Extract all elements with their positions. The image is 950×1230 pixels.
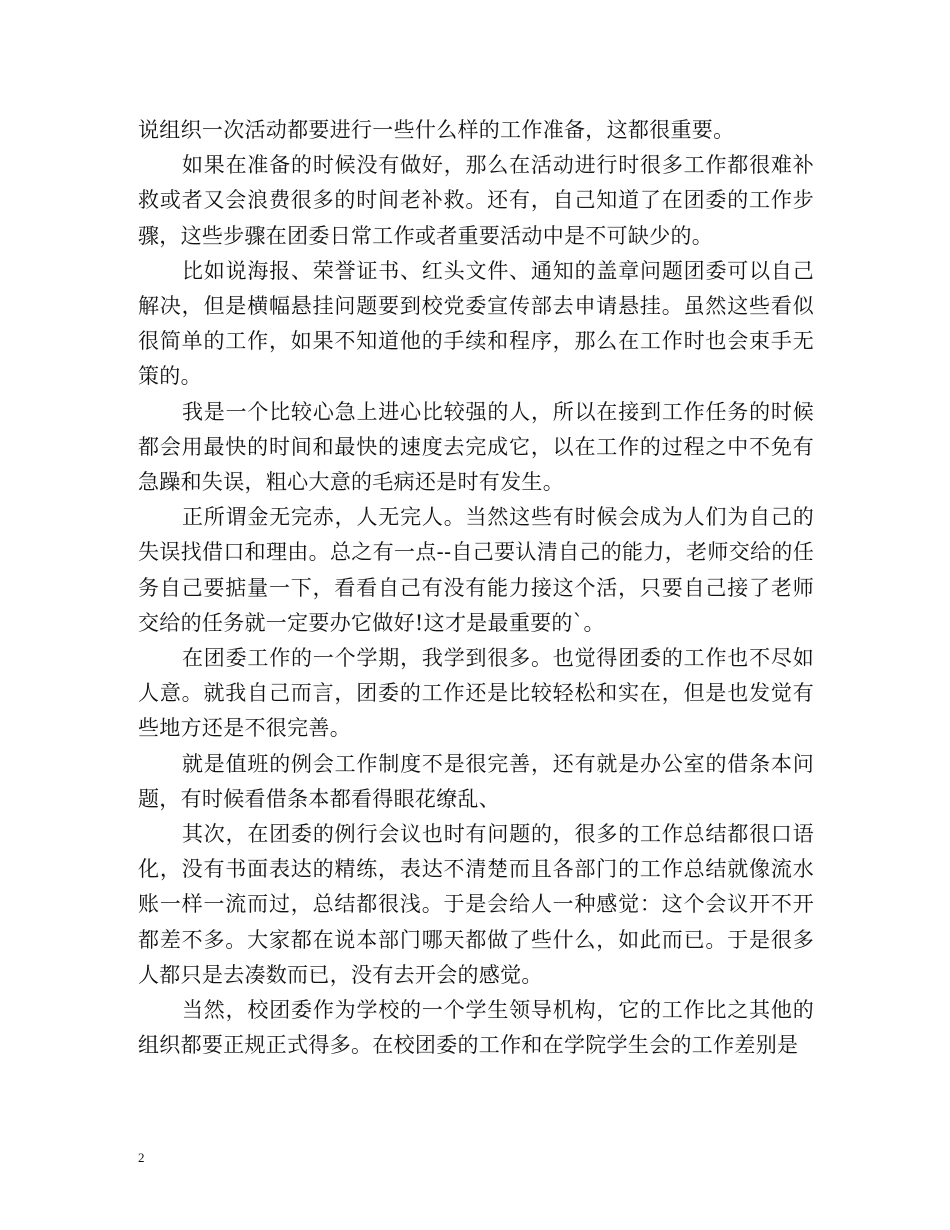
paragraph-5: 正所谓金无完赤，人无完人。当然这些有时候会成为人们为自己的失误找借口和理由。总之有一点--自己要认清自己的能力，老师交给的任务自己要掂量一下，看看自己有没有能力接这个活，只要自己接了老师交给的任务就一定要办它做好!这才是最重要的`。 — [138, 505, 814, 635]
paragraph-1: 说组织一次活动都要进行一些什么样的工作准备，这都很重要。 — [138, 118, 735, 142]
paragraph-2: 如果在准备的时候没有做好，那么在活动进行时很多工作都很难补救或者又会浪费很多的时间老补救。还有，自己知道了在团委的工作步骤，这些步骤在团委日常工作或者重要活动中是不可缺少的。 — [138, 153, 814, 248]
paragraph-3: 比如说海报、荣誉证书、红头文件、通知的盖章问题团委可以自己解决，但是横幅悬挂问题要到校党委宣传部去申请悬挂。虽然这些看似很简单的工作，如果不知道他的手续和程序，那么在工作时也会束手无策的。 — [138, 258, 814, 389]
body-text — [138, 113, 814, 1063]
paragraph-7: 就是值班的例会工作制度不是很完善，还有就是办公室的借条本问题，有时候看借条本都看得眼花缭乱、 — [138, 751, 814, 811]
paragraph-4: 我是一个比较心急上进心比较强的人，所以在接到工作任务的时候都会用最快的时间和最快的速度去完成它，以在工作的过程之中不免有急躁和失误，粗心大意的毛病还是时有发生。 — [138, 399, 814, 495]
paragraph-9: 当然，校团委作为学校的一个学生领导机构，它的工作比之其他的组织都要正规正式得多。在校团委的工作和在学院学生会的工作差别是 — [138, 998, 814, 1058]
page-number: 2 — [138, 1150, 145, 1165]
paragraph-8: 其次，在团委的例行会议也时有问题的，很多的工作总结都很口语化，没有书面表达的精练，表达不清楚而且各部门的工作总结就像流水账一样一流而过，总结都很浅。于是会给人一种感觉：这个会议开不开都差不多。大家都在说本部门哪天都做了些什么，如此而已。于是很多人都只是去凑数而已，没有去开会的感觉。 — [138, 822, 814, 987]
paragraph-6: 在团委工作的一个学期，我学到很多。也觉得团委的工作也不尽如人意。就我自己而言，团委的工作还是比较轻松和实在，但是也发觉有些地方还是不很完善。 — [138, 646, 814, 741]
